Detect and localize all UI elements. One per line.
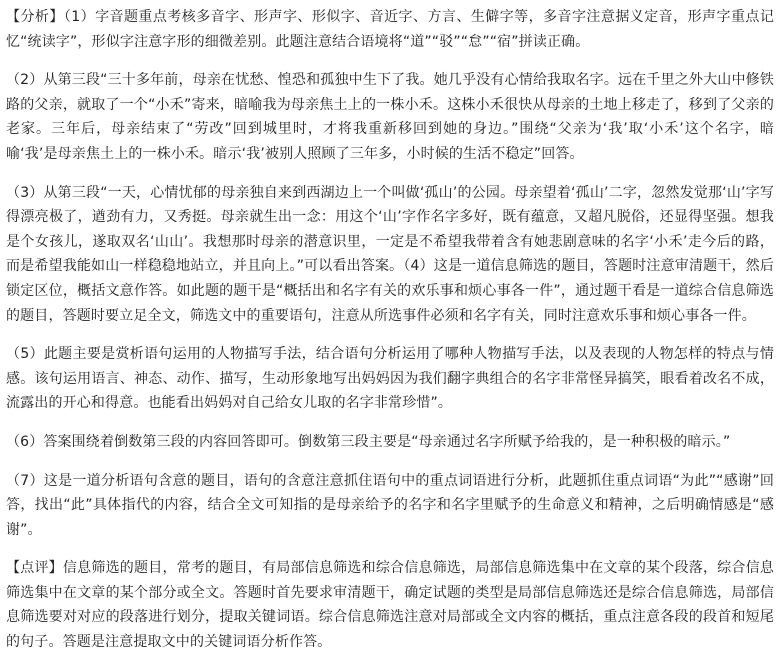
analysis-paragraph-1 [6,5,774,54]
analysis-tag: 【分析】 [6,9,64,25]
paragraph-spacer [6,455,774,469]
comment-paragraph [6,556,774,654]
analysis-paragraph-7: （7）这是一道分析语句含意的题目，语句的含意注意抓住语句中的重点词语进行分析，此题抓住重点词语“为此”“感谢”回答，找出“此”具体指代的内容，结合全文可知指的是母亲给予的名字和名字里赋予的生命意义和精神，之后明确情感是“感谢”。 [6,472,774,538]
analysis-text-1: （1）字音题重点考核多音字、形声字、形似字、音近字、方言、生僻字等，多音字注意据义定音，形声字重点记忆“统读字”，形似字注意字形的细微差别。此题注意结合语境将“道”“驳”“怠”“宿”拼读正确。 [6,9,774,50]
comment-text: 信息筛选的题目，常考的题目，有局部信息筛选和综合信息筛选，局部信息筛选集中在文章的某个段落，综合信息筛选集中在文章的某个部分或全文。答题时首先要求审清题干，确定试题的类型是局部信息筛选还是综合信息筛选，局部信息筛选要对对应的段落进行划分，提取关键词语。综合信息筛选注意对局部或全文内容的概括，重点注意各段的段首和短尾的句子。答题是注意提取文中的关键词语分析作答。 [6,560,774,651]
paragraph-spacer [6,328,774,342]
paragraph-spacer [6,54,774,68]
analysis-paragraph-5: （5）此题主要是赏析语句运用的人物描写手法，结合语句分析运用了哪种人物描写手法，以及表现的人物怎样的特点与情感。该句运用语言、神态、动作、描写，生动形象地写出妈妈因为我们翻字典组合的名字非常怪异搞笑，眼看着改名不成，流露出的开心和得意。也能看出妈妈对自己给女儿取的名字非常珍惜”。 [6,346,774,412]
analysis-paragraph-2: （2）从第三段“三十多年前，母亲在忧愁、惶恐和孤独中生下了我。她几乎没有心情给我取名字。远在千里之外大山中修铁路的父亲，就取了一个“小禾”寄来，暗喻我为母亲焦土上的一株小禾。这株小禾很快从母亲的土地上移走了，移到了父亲的老家。三年后，母亲结束了“劳改”回到城里时，才将我重新移回到她的身边。”围绕“父亲为‘我’取‘小禾’这个名字，暗喻‘我’是母亲焦土上的一株小禾。暗示‘我’被别人照顾了三年多，小时候的生活不稳定”回答。 [6,72,774,162]
paragraph-spacer [6,416,774,430]
analysis-paragraph-6: （6）答案围绕着倒数第三段的内容回答即可。倒数第三段主要是“母亲通过名字所赋予给我的，是一种积极的暗示。” [6,433,731,450]
paragraph-spacer [6,167,774,181]
comment-tag: 【点评】 [6,560,63,577]
analysis-paragraph-3: （3）从第三段“一天，心情忧郁的母亲独自来到西湖边上一个叫做‘孤山’的公园。母亲望着‘孤山’二字，忽然发觉那‘山’字写得漂亮极了，遒劲有力，又秀挺。母亲就生出一念：用这个‘山’字作名字多好，既有蕴意，又超凡脱俗，还显得坚强。想我是个女孩儿，遂取双名‘山山’。我想那时母亲的潜意识里，一定是不希望我带着含有她悲剧意味的名字‘小禾’走今后的路，而是希望我能如山一样稳稳地站立，并且向上。”可以看出答案。（4）这是一道信息筛选的题目，答题时注意审清题干，然后锁定区位，概括文意作答。如此题的题干是“概括出和名字有关的欢乐事和烦心事各一件”，通过题干看是一道综合信息筛选的题目，答题时要立足全文，筛选文中的重要语句，注意从所选事件必须和名字有关，同时注意欢乐事和烦心事各一件。 [6,184,774,324]
paragraph-spacer [6,542,774,556]
